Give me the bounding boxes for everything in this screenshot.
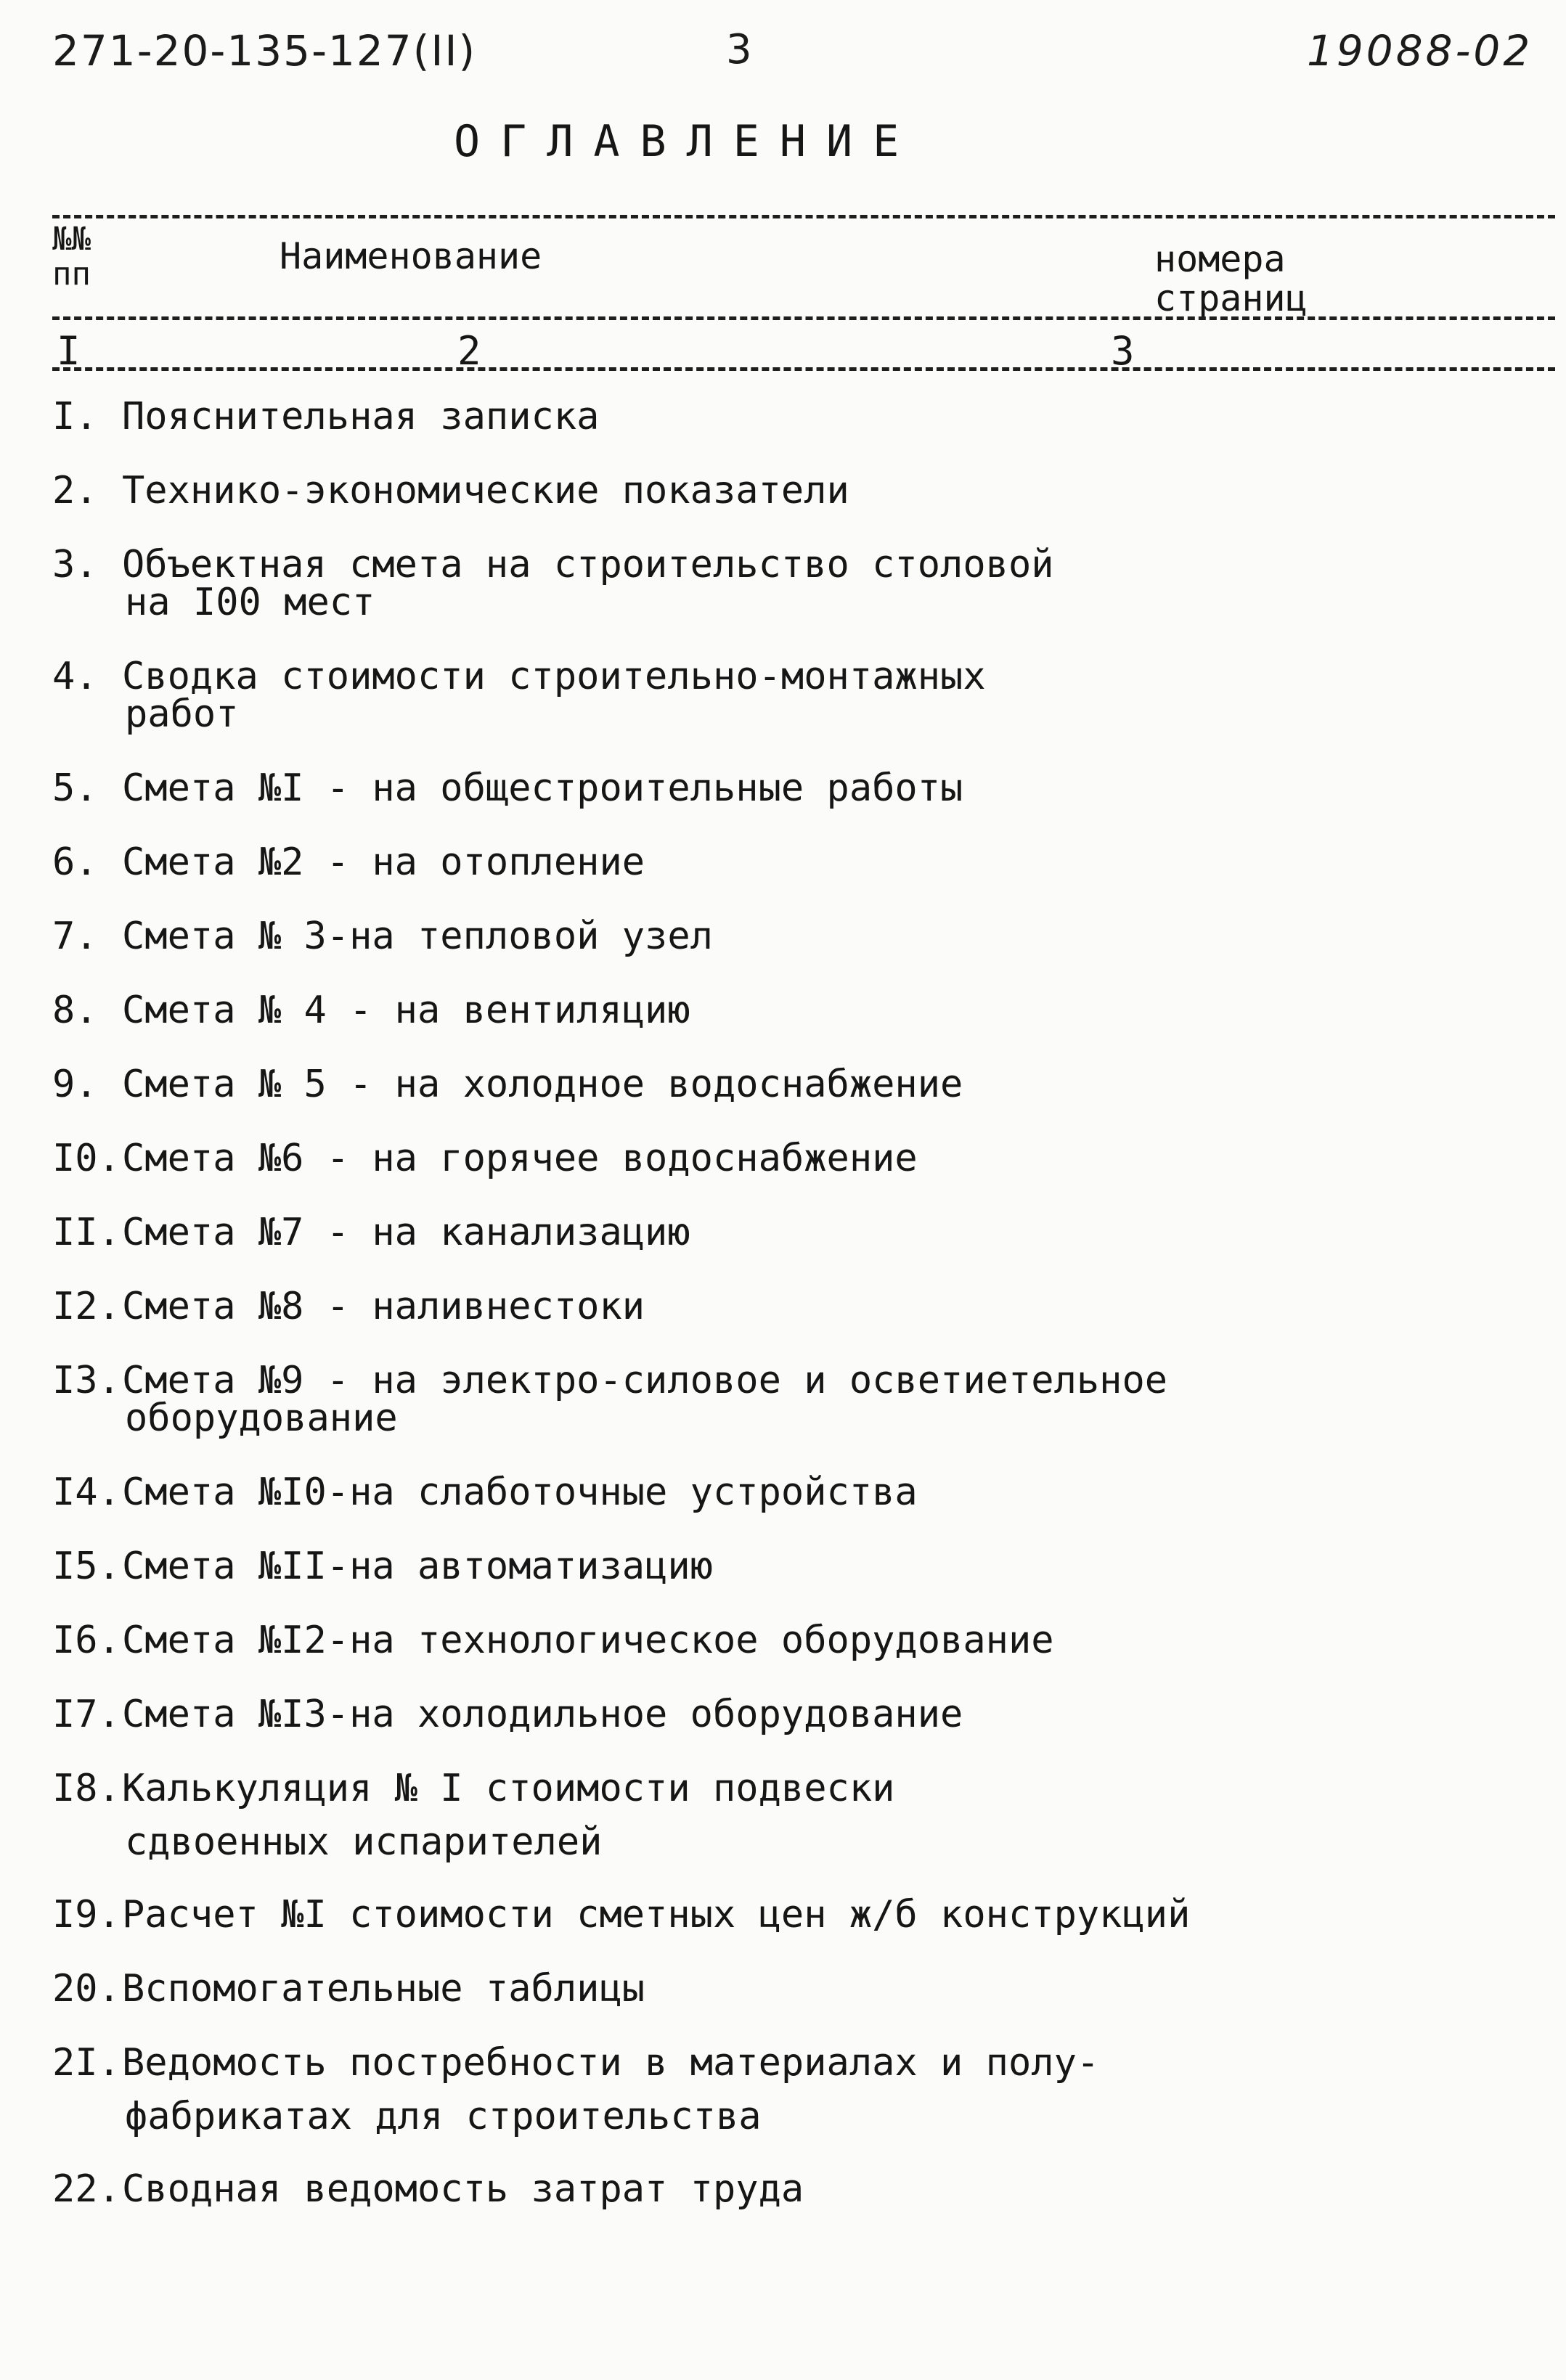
toc-entry-title: Смета №I2-на технологическое оборудование [122,1619,1054,1662]
toc-entry-title: Смета №2 - на отопление [122,841,645,884]
column-header-number: №№ пп [52,221,91,293]
toc-entry [52,1967,1432,2011]
toc-entry-title: Калькуляция № I стоимости подвески [122,1767,895,1810]
toc-entry-continuation: работ [125,692,239,736]
toc-entry-number: 2I. [52,2041,121,2085]
toc-entry [52,2167,1432,2211]
toc-entry-title: Вспомогательные таблицы [122,1967,645,2011]
toc-entry-title: Сводка стоимости строительно-монтажных [122,655,986,698]
toc-entry-number: I7. [52,1693,121,1736]
toc-entry-number: 2. [52,469,98,512]
toc-entry-title: Смета №6 - на горячее водоснабжение [122,1137,918,1180]
toc-entry-title: Смета № 4 - на вентиляцию [122,989,690,1032]
toc-entry [52,655,1432,736]
toc-entry-title: Технико-экономические показатели [122,469,849,512]
column-header-name: Наименование [280,235,542,277]
toc-entry [52,1545,1432,1588]
toc-entry-number: II. [52,1211,121,1254]
toc-entry-number: I0. [52,1137,121,1180]
toc-entry [52,1619,1432,1662]
toc-entry [52,915,1432,958]
toc-entry [52,1471,1432,1514]
toc-entry-number: I. [52,395,98,438]
toc-entry-number: I5. [52,1545,121,1588]
divider-middle [52,316,1555,320]
toc-entry-number: I2. [52,1285,121,1328]
column-header-pages: номера страниц [1154,238,1308,319]
toc-entry-title: Смета №9 - на электро-силовое и осветиетельное [122,1359,1168,1402]
toc-entry-number: I8. [52,1767,121,1810]
toc-entry-title: Объектная смета на строительство столовой [122,543,1054,586]
toc-entry-number: 4. [52,655,98,698]
toc-entry-title: Сводная ведомость затрат труда [122,2167,804,2211]
toc-entry-number: 8. [52,989,98,1032]
toc-entry [52,1285,1432,1328]
toc-entry-continuation: сдвоенных испарителей [125,1820,603,1864]
document-code: 271-20-135-127(II) [52,26,477,75]
toc-entry-title: Смета №I3-на холодильное оборудование [122,1693,963,1736]
toc-entry-continuation: на I00 мест [125,581,375,624]
page-title: ОГЛАВЛЕНИЕ [454,116,920,167]
toc-entry-title: Смета № 3-на тепловой узел [122,915,713,958]
column-number-2: 2 [457,328,481,374]
toc-entry [52,989,1432,1032]
toc-entry-title: Смета №II-на автоматизацию [122,1545,713,1588]
toc-entry-number: 6. [52,841,98,884]
toc-entry [52,2041,1432,2138]
toc-entry-title: Расчет №I стоимости сметных цен ж/б конструкций [122,1893,1191,1937]
toc-entry [52,1359,1432,1440]
toc-entry [52,1063,1432,1106]
toc-entry [52,766,1432,810]
toc-entry-number: 22. [52,2167,121,2211]
toc-entry-number: 7. [52,915,98,958]
toc-entry-title: Ведомость постребности в материалах и полу- [122,2041,1100,2085]
page-number: 3 [726,26,754,73]
toc-entry-title: Смета № 5 - на холодное водоснабжение [122,1063,963,1106]
toc-entry-number: 9. [52,1063,98,1106]
toc-entry [52,395,1432,438]
toc-entry-title: Смета №8 - наливнестоки [122,1285,645,1328]
divider-bottom [52,367,1555,371]
reference-number: 19088-02 [1307,26,1533,75]
toc-entry [52,1893,1432,1937]
toc-entry-title: Пояснительная записка [122,395,600,438]
toc-entry-title: Смета №I0-на слаботочные устройства [122,1471,918,1514]
column-number-1: I [57,328,81,374]
toc-entry-title: Смета №7 - на канализацию [122,1211,690,1254]
toc-entry-title: Смета №I - на общестроительные работы [122,766,963,810]
toc-entry-number: 20. [52,1967,121,2011]
toc-entry-number: 3. [52,543,98,586]
toc-entry-number: I3. [52,1359,121,1402]
divider-top [52,215,1555,218]
toc-entry [52,469,1432,512]
toc-entry-number: I4. [52,1471,121,1514]
toc-entry-continuation: оборудование [125,1396,398,1440]
toc-entry [52,1211,1432,1254]
toc-entry [52,1767,1432,1864]
toc-entry-number: I6. [52,1619,121,1662]
toc-entry-number: 5. [52,766,98,810]
toc-entry-number: I9. [52,1893,121,1937]
toc-entry [52,841,1432,884]
toc-entry [52,1137,1432,1180]
toc-entry [52,1693,1432,1736]
column-number-3: 3 [1111,328,1135,374]
toc-entry [52,543,1432,624]
toc-entry-continuation: фабрикатах для строительства [125,2095,762,2138]
